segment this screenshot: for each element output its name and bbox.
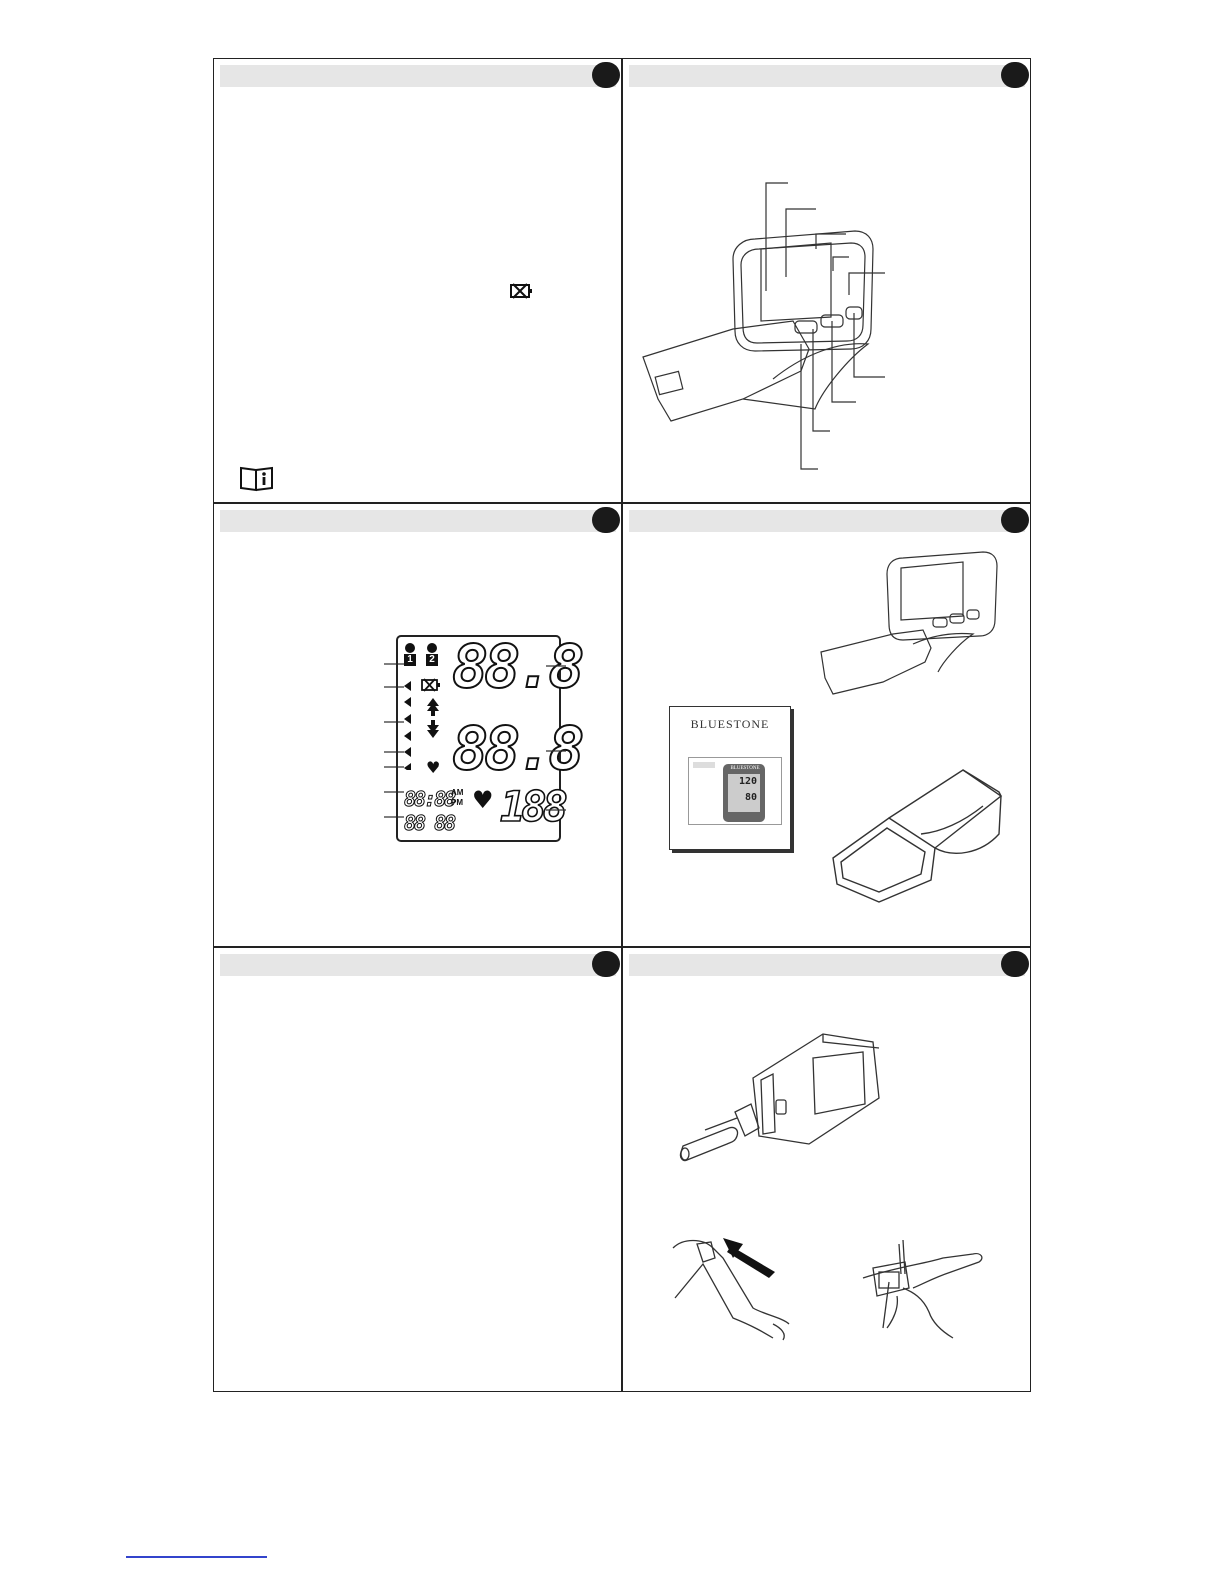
panel-header-band: [629, 954, 1025, 976]
pulse-heart-icon: ♥: [472, 786, 494, 814]
manual-brand: BLUESTONE: [690, 717, 770, 731]
mini-brand: BLUESTONE: [730, 766, 760, 771]
systolic-reading: 88.8: [452, 632, 581, 702]
battery-insertion-illustration: [673, 1018, 903, 1168]
panel-header-band: [220, 510, 616, 532]
lcd-right-leaders: [544, 654, 574, 824]
heartbeat-icon: ♥: [426, 758, 441, 777]
page-number-badge: [592, 507, 620, 533]
mini-diastolic: 80: [744, 792, 757, 803]
low-battery-icon: [420, 676, 442, 694]
user-1-label: 1: [407, 654, 413, 665]
classification-arrows: [402, 680, 416, 770]
time-readout: 88:88: [404, 787, 455, 811]
display-screen: [761, 243, 831, 321]
diastolic-reading: 88.8: [452, 714, 581, 784]
pulse-reading: 188: [500, 782, 564, 831]
low-battery-icon: [508, 281, 534, 303]
panel-text-section: [214, 948, 622, 1392]
inflate-deflate-icons: [426, 698, 440, 740]
panel-device-parts: [623, 59, 1031, 503]
footer-link-underline[interactable]: [126, 1556, 267, 1558]
panel-batteries-and-fitting: [623, 948, 1031, 1392]
cuff-slide-illustration: [663, 1228, 803, 1348]
panel-lcd-display: [214, 504, 622, 948]
am-indicator: AM: [451, 788, 464, 797]
panel-package-contents: [623, 504, 1031, 948]
monitor-illustration: [813, 544, 1013, 704]
manual-cover-box: [688, 757, 782, 825]
pm-indicator: PM: [451, 798, 463, 807]
read-instructions-icon: [238, 464, 276, 492]
page-number-badge: [1001, 951, 1029, 977]
panel-header-band: [220, 954, 616, 976]
mini-monitor: [723, 764, 765, 822]
manual-cover-tag: [693, 762, 715, 768]
page-number-badge: [592, 951, 620, 977]
cuff-wrap: [743, 344, 868, 409]
instruction-manual-booklet: [669, 706, 791, 850]
panel-warnings: [214, 59, 622, 503]
page-number-badge: [1001, 507, 1029, 533]
date-readout: 88 88: [404, 811, 455, 835]
mini-screen: [728, 774, 760, 812]
panel-header-band: [629, 510, 1025, 532]
wrist-placement-illustration: [853, 1228, 1003, 1348]
mini-systolic: 120: [738, 776, 757, 787]
monitor-parts-diagram: [623, 59, 1031, 503]
panel-header-band: [220, 65, 616, 87]
user-2-label: 2: [429, 654, 435, 665]
page-number-badge: [592, 62, 620, 88]
storage-case-illustration: [823, 762, 1013, 912]
